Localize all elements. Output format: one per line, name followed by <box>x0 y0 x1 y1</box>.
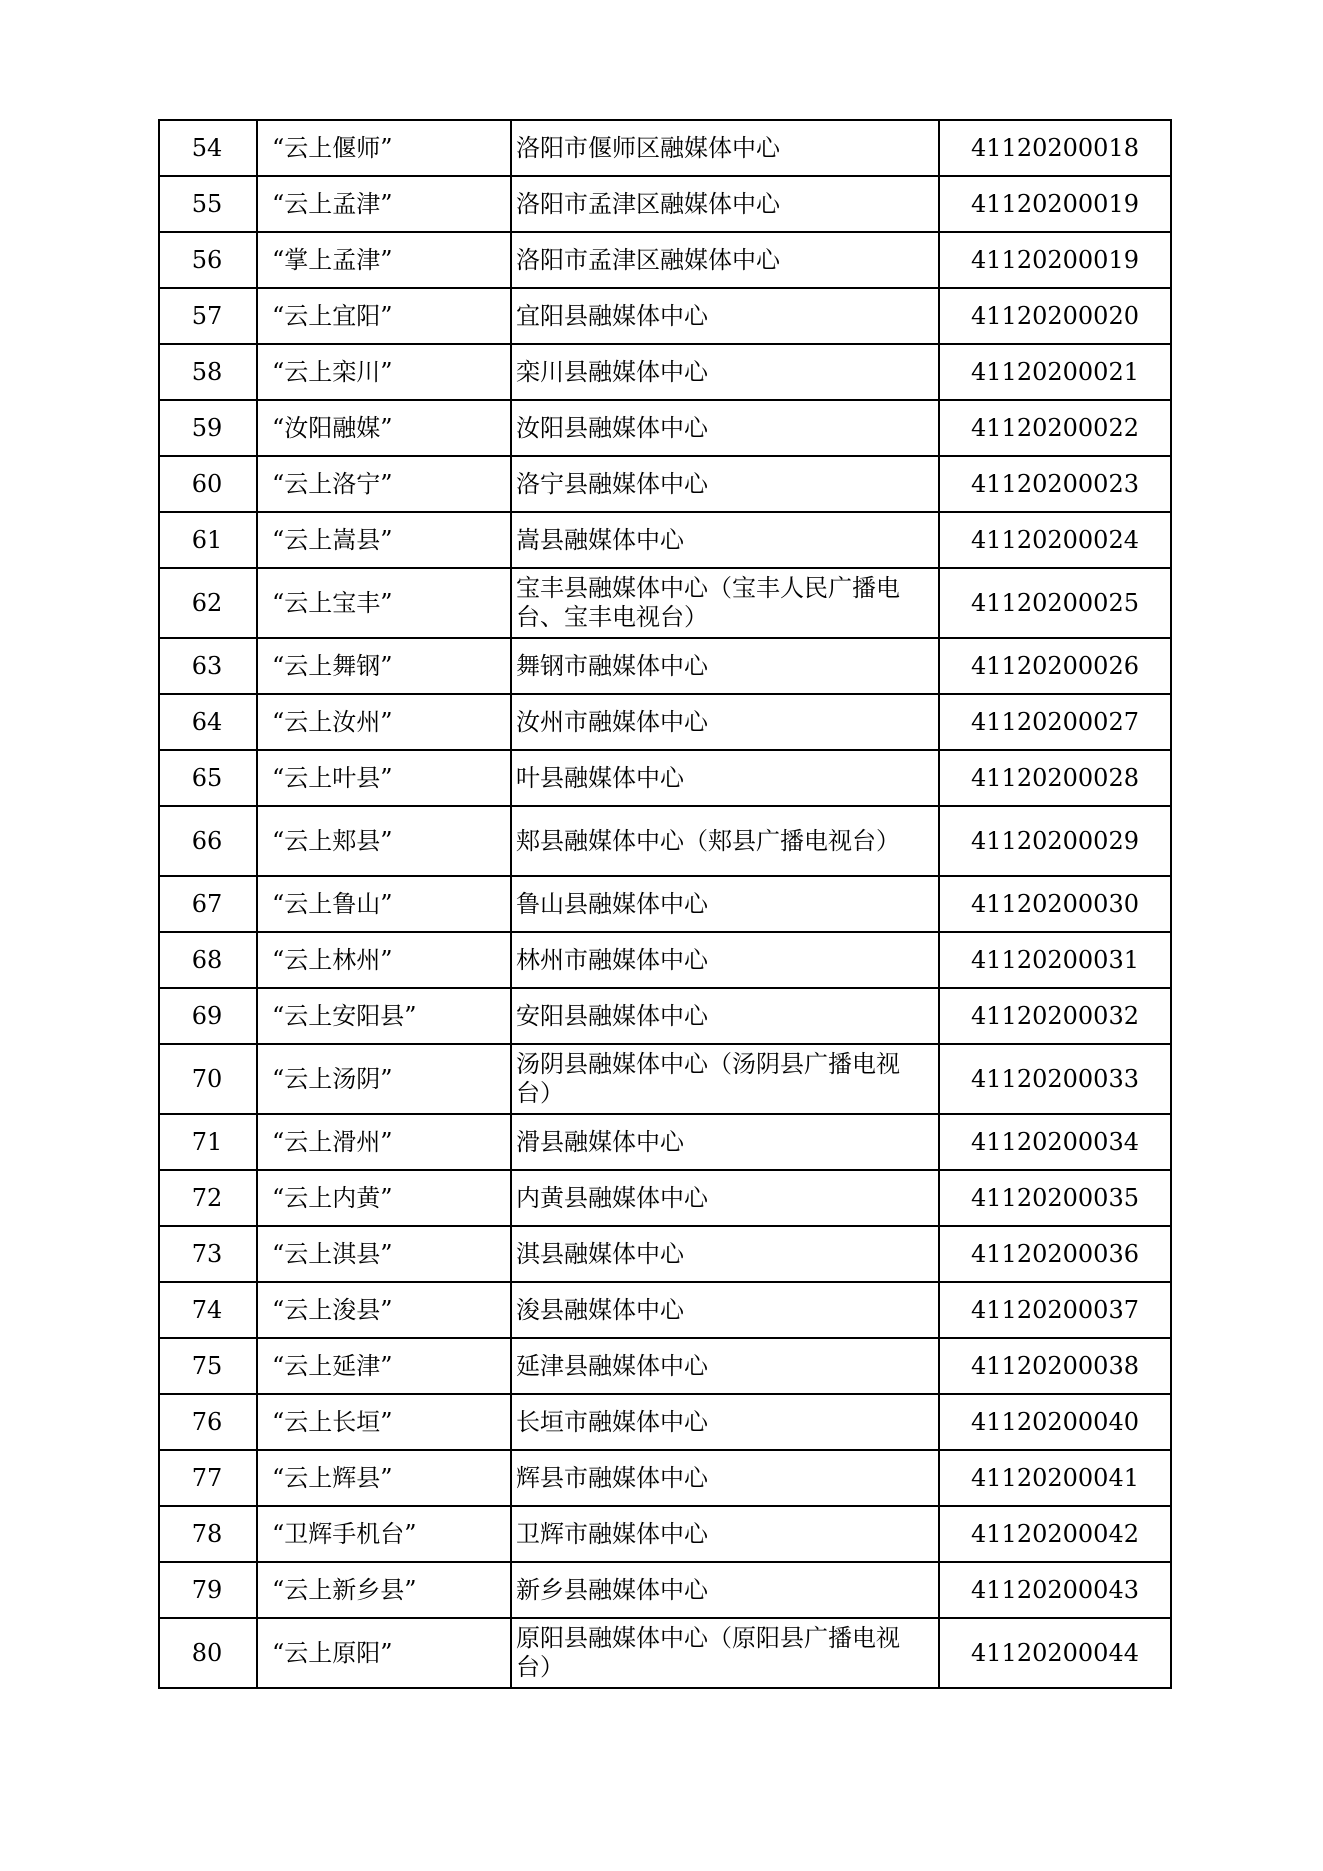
registration-code-cell: 41120200031 <box>939 932 1171 988</box>
row-number-cell: 58 <box>159 344 257 400</box>
table-row <box>159 1618 1171 1688</box>
registration-code-cell: 41120200020 <box>939 288 1171 344</box>
row-number-cell: 61 <box>159 512 257 568</box>
app-name-cell: “云上辉县” <box>257 1450 511 1506</box>
table-row <box>159 568 1171 638</box>
app-name-cell: “云上淇县” <box>257 1226 511 1282</box>
registration-code-cell: 41120200019 <box>939 176 1171 232</box>
table-row <box>159 1044 1171 1114</box>
registration-code-cell: 41120200022 <box>939 400 1171 456</box>
registration-code-cell: 41120200028 <box>939 750 1171 806</box>
app-name-cell: “云上鲁山” <box>257 876 511 932</box>
organization-cell: 嵩县融媒体中心 <box>511 512 939 568</box>
row-number-cell: 64 <box>159 694 257 750</box>
registration-code-cell: 41120200025 <box>939 568 1171 638</box>
organization-cell: 新乡县融媒体中心 <box>511 1562 939 1618</box>
registration-code-cell: 41120200036 <box>939 1226 1171 1282</box>
row-number-cell: 56 <box>159 232 257 288</box>
row-number-cell: 79 <box>159 1562 257 1618</box>
row-number-cell: 73 <box>159 1226 257 1282</box>
table-row <box>159 1506 1171 1562</box>
organization-cell: 洛宁县融媒体中心 <box>511 456 939 512</box>
row-number-cell: 55 <box>159 176 257 232</box>
table-row <box>159 344 1171 400</box>
organization-cell: 浚县融媒体中心 <box>511 1282 939 1338</box>
app-name-cell: “云上汤阴” <box>257 1044 511 1114</box>
organization-cell: 洛阳市偃师区融媒体中心 <box>511 120 939 176</box>
row-number-cell: 70 <box>159 1044 257 1114</box>
table-row <box>159 232 1171 288</box>
organization-cell: 卫辉市融媒体中心 <box>511 1506 939 1562</box>
table-row <box>159 1394 1171 1450</box>
table-row <box>159 120 1171 176</box>
organization-cell: 宜阳县融媒体中心 <box>511 288 939 344</box>
organization-cell: 内黄县融媒体中心 <box>511 1170 939 1226</box>
organization-cell: 滑县融媒体中心 <box>511 1114 939 1170</box>
registration-code-cell: 41120200032 <box>939 988 1171 1044</box>
table-row <box>159 932 1171 988</box>
organization-cell: 汝州市融媒体中心 <box>511 694 939 750</box>
table-row <box>159 638 1171 694</box>
organization-cell: 长垣市融媒体中心 <box>511 1394 939 1450</box>
row-number-cell: 69 <box>159 988 257 1044</box>
table-row <box>159 694 1171 750</box>
app-name-cell: “云上宜阳” <box>257 288 511 344</box>
row-number-cell: 63 <box>159 638 257 694</box>
table-row <box>159 400 1171 456</box>
registration-code-cell: 41120200024 <box>939 512 1171 568</box>
table-row <box>159 1450 1171 1506</box>
organization-cell: 辉县市融媒体中心 <box>511 1450 939 1506</box>
app-name-cell: “云上舞钢” <box>257 638 511 694</box>
registration-code-cell: 41120200021 <box>939 344 1171 400</box>
app-name-cell: “卫辉手机台” <box>257 1506 511 1562</box>
organization-cell: 宝丰县融媒体中心（宝丰人民广播电台、宝丰电视台） <box>511 568 939 638</box>
row-number-cell: 59 <box>159 400 257 456</box>
app-name-cell: “汝阳融媒” <box>257 400 511 456</box>
registration-code-cell: 41120200026 <box>939 638 1171 694</box>
app-name-cell: “云上汝州” <box>257 694 511 750</box>
organization-cell: 叶县融媒体中心 <box>511 750 939 806</box>
app-name-cell: “云上长垣” <box>257 1394 511 1450</box>
registration-code-cell: 41120200029 <box>939 806 1171 876</box>
registration-code-cell: 41120200037 <box>939 1282 1171 1338</box>
registration-code-cell: 41120200044 <box>939 1618 1171 1688</box>
row-number-cell: 54 <box>159 120 257 176</box>
organization-cell: 汤阴县融媒体中心（汤阴县广播电视台） <box>511 1044 939 1114</box>
app-name-cell: “云上孟津” <box>257 176 511 232</box>
app-name-cell: “云上延津” <box>257 1338 511 1394</box>
table-row <box>159 1170 1171 1226</box>
registration-code-cell: 41120200035 <box>939 1170 1171 1226</box>
app-name-cell: “云上林州” <box>257 932 511 988</box>
registry-table-body <box>159 120 1171 1688</box>
table-row <box>159 512 1171 568</box>
app-name-cell: “云上内黄” <box>257 1170 511 1226</box>
app-name-cell: “云上郏县” <box>257 806 511 876</box>
app-name-cell: “云上宝丰” <box>257 568 511 638</box>
row-number-cell: 77 <box>159 1450 257 1506</box>
app-name-cell: “云上滑州” <box>257 1114 511 1170</box>
app-name-cell: “云上洛宁” <box>257 456 511 512</box>
app-name-cell: “云上新乡县” <box>257 1562 511 1618</box>
table-row <box>159 288 1171 344</box>
table-row <box>159 750 1171 806</box>
organization-cell: 栾川县融媒体中心 <box>511 344 939 400</box>
organization-cell: 原阳县融媒体中心（原阳县广播电视台） <box>511 1618 939 1688</box>
app-name-cell: “云上原阳” <box>257 1618 511 1688</box>
row-number-cell: 57 <box>159 288 257 344</box>
row-number-cell: 66 <box>159 806 257 876</box>
organization-cell: 郏县融媒体中心（郏县广播电视台） <box>511 806 939 876</box>
organization-cell: 洛阳市孟津区融媒体中心 <box>511 176 939 232</box>
table-row <box>159 1226 1171 1282</box>
registration-code-cell: 41120200033 <box>939 1044 1171 1114</box>
registration-code-cell: 41120200041 <box>939 1450 1171 1506</box>
table-row <box>159 1282 1171 1338</box>
organization-cell: 汝阳县融媒体中心 <box>511 400 939 456</box>
registration-code-cell: 41120200023 <box>939 456 1171 512</box>
registry-table <box>158 119 1172 1689</box>
row-number-cell: 80 <box>159 1618 257 1688</box>
row-number-cell: 67 <box>159 876 257 932</box>
row-number-cell: 78 <box>159 1506 257 1562</box>
row-number-cell: 60 <box>159 456 257 512</box>
app-name-cell: “掌上孟津” <box>257 232 511 288</box>
organization-cell: 延津县融媒体中心 <box>511 1338 939 1394</box>
table-row <box>159 1114 1171 1170</box>
app-name-cell: “云上浚县” <box>257 1282 511 1338</box>
registration-code-cell: 41120200030 <box>939 876 1171 932</box>
registration-code-cell: 41120200018 <box>939 120 1171 176</box>
table-row <box>159 456 1171 512</box>
registration-code-cell: 41120200040 <box>939 1394 1171 1450</box>
organization-cell: 淇县融媒体中心 <box>511 1226 939 1282</box>
registration-code-cell: 41120200043 <box>939 1562 1171 1618</box>
app-name-cell: “云上安阳县” <box>257 988 511 1044</box>
app-name-cell: “云上偃师” <box>257 120 511 176</box>
registration-code-cell: 41120200042 <box>939 1506 1171 1562</box>
table-row <box>159 1338 1171 1394</box>
registration-code-cell: 41120200019 <box>939 232 1171 288</box>
organization-cell: 洛阳市孟津区融媒体中心 <box>511 232 939 288</box>
table-row <box>159 876 1171 932</box>
row-number-cell: 65 <box>159 750 257 806</box>
organization-cell: 鲁山县融媒体中心 <box>511 876 939 932</box>
row-number-cell: 68 <box>159 932 257 988</box>
row-number-cell: 72 <box>159 1170 257 1226</box>
registration-code-cell: 41120200038 <box>939 1338 1171 1394</box>
app-name-cell: “云上栾川” <box>257 344 511 400</box>
organization-cell: 安阳县融媒体中心 <box>511 988 939 1044</box>
row-number-cell: 74 <box>159 1282 257 1338</box>
table-row <box>159 1562 1171 1618</box>
organization-cell: 林州市融媒体中心 <box>511 932 939 988</box>
registration-code-cell: 41120200027 <box>939 694 1171 750</box>
row-number-cell: 62 <box>159 568 257 638</box>
app-name-cell: “云上嵩县” <box>257 512 511 568</box>
organization-cell: 舞钢市融媒体中心 <box>511 638 939 694</box>
row-number-cell: 76 <box>159 1394 257 1450</box>
registration-code-cell: 41120200034 <box>939 1114 1171 1170</box>
table-row <box>159 176 1171 232</box>
app-name-cell: “云上叶县” <box>257 750 511 806</box>
table-row <box>159 806 1171 876</box>
row-number-cell: 75 <box>159 1338 257 1394</box>
row-number-cell: 71 <box>159 1114 257 1170</box>
table-row <box>159 988 1171 1044</box>
